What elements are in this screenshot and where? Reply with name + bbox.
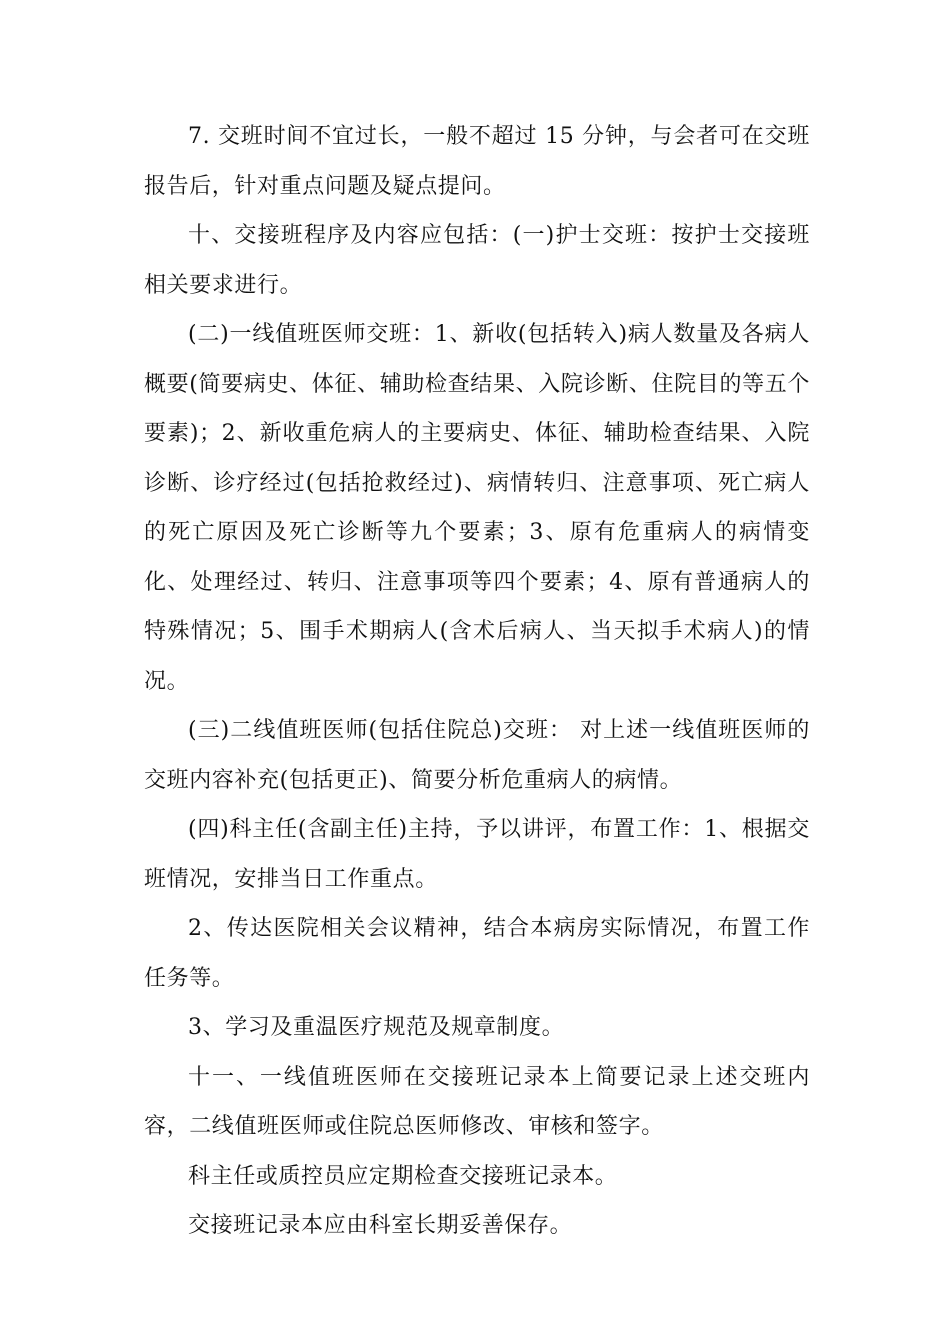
paragraph-item-7: 7. 交班时间不宜过长，一般不超过 15 分钟，与会者可在交班报告后，针对重点问题及疑点提问。 xyxy=(144,124,810,199)
paragraph-quality-check: 科主任或质控员应定期检查交接班记录本。 xyxy=(188,1163,618,1189)
paragraph-convey-meeting: 2、传达医院相关会议精神，结合本病房实际情况，布置工作任务等。 xyxy=(144,916,810,991)
paragraph-second-line-doctor: (三)二线值班医师(包括住院总)交班： 对上述一线值班医师的交班内容补充(包括更正)、简要分析危重病人的病情。 xyxy=(144,718,810,793)
paragraph-first-line-doctor: (二)一线值班医师交班：1、新收(包括转入)病人数量及各病人概要(简要病史、体征、辅助检查结果、入院诊断、住院目的等五个要素)；2、新收重危病人的主要病史、体征、辅助检查结果、入院诊断、诊疗经过(包括抢救经过)、病情转归、注意事项、死亡病人的死亡原因及死亡诊断等九个要素；3、原有危重病人的病情变化、处理经过、转归、注意事项等四个要素；4、原有普通病人的特殊情况；5、围手术期病人(含术后病人、当天拟手术病人)的情况。 xyxy=(144,322,810,694)
paragraph-study-regulations: 3、学习及重温医疗规范及规章制度。 xyxy=(188,1015,565,1040)
paragraph-department-director: (四)科主任(含副主任)主持，予以讲评，布置工作：1、根据交班情况，安排当日工作重点。 xyxy=(144,817,810,892)
paragraph-section-10: 十、交接班程序及内容应包括：(一)护士交班：按护士交接班相关要求进行。 xyxy=(144,223,810,298)
paragraph-section-11: 十一、一线值班医师在交接班记录本上简要记录上述交班内容，二线值班医师或住院总医师修改、审核和签字。 xyxy=(144,1064,810,1139)
paragraph-record-keeping: 交接班记录本应由科室长期妥善保存。 xyxy=(188,1213,573,1238)
document-page xyxy=(144,112,810,1251)
